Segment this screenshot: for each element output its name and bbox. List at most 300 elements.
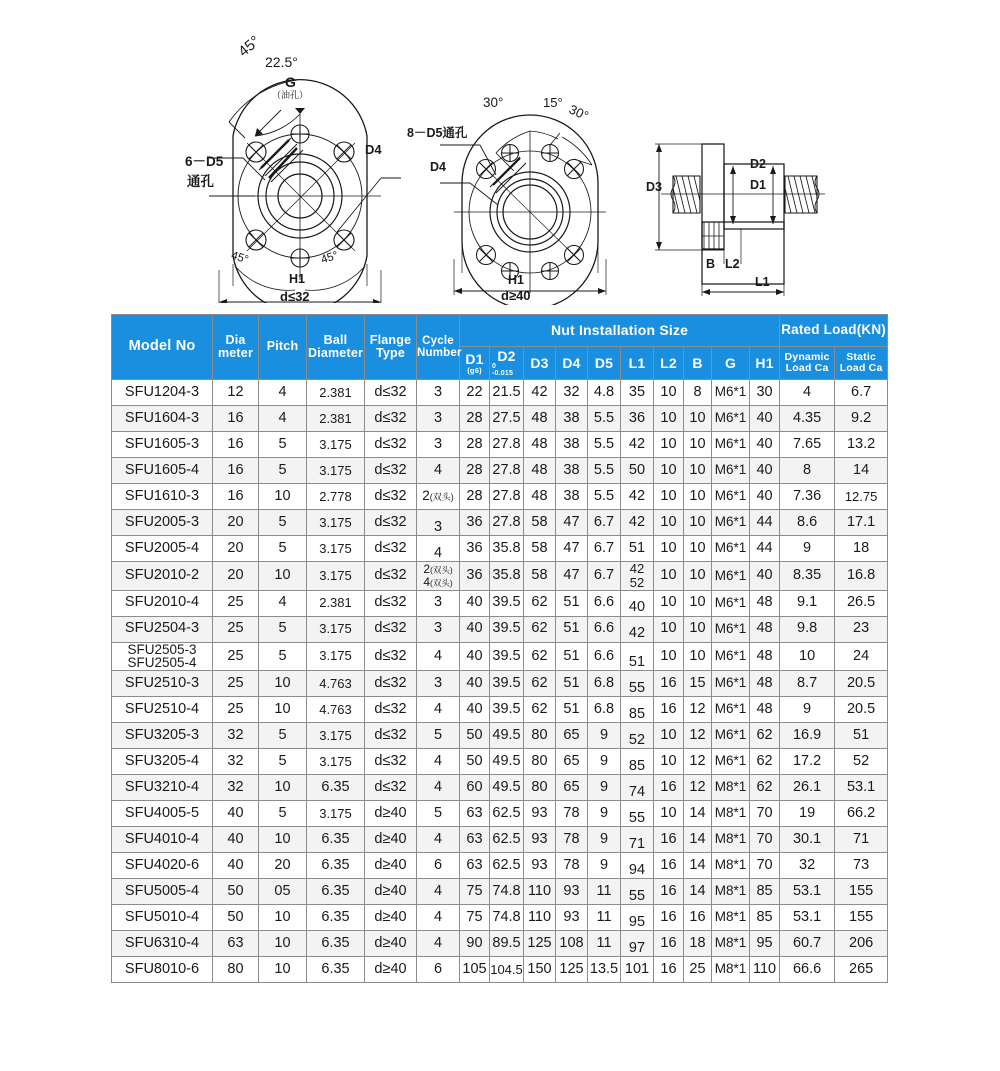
cell-pitch: 4 [259,380,307,406]
cell-d4: 78 [556,853,588,879]
header-d2 [490,347,524,380]
cell-g: M6*1 [712,616,750,642]
cell-flange: d≤32 [365,536,417,562]
cell-dia: 20 [213,536,259,562]
cell-l1: 42 [621,432,654,458]
cell-d4: 65 [556,749,588,775]
cell-l1: 50 [621,458,654,484]
cell-pitch: 10 [259,484,307,510]
cell-cycle: 4 [417,642,460,671]
cell-d2: 62.5 [490,853,524,879]
h1-label-large: H1 [508,273,524,287]
cell-d5: 9 [588,853,621,879]
table-row [112,484,888,510]
cell-model-no: SFU1204-3 [112,380,213,406]
cell-d2: 35.8 [490,536,524,562]
cell-cycle: 5 [417,801,460,827]
cell-dyn: 8.35 [780,562,835,591]
table-header [112,315,888,380]
cell-d2: 27.8 [490,484,524,510]
cell-pitch: 10 [259,671,307,697]
cell-d3: 80 [524,723,556,749]
table-row [112,616,888,642]
cell-flange: d≥40 [365,957,417,983]
cell-g: M6*1 [712,642,750,671]
cell-sta: 17.1 [835,510,888,536]
cell-d1: 40 [460,697,490,723]
table-row [112,775,888,801]
header-diameter-line1: Dia [225,332,246,347]
cell-model-no: SFU1610-3 [112,484,213,510]
cell-d4: 93 [556,905,588,931]
cell-b: 12 [684,775,712,801]
cell-ball: 6.35 [307,905,365,931]
cell-l2: 10 [654,749,684,775]
table-row [112,671,888,697]
cell-dyn: 9 [780,536,835,562]
table-row [112,697,888,723]
table-row [112,458,888,484]
cell-d2: 27.5 [490,406,524,432]
cell-d4: 47 [556,510,588,536]
cell-l2: 16 [654,827,684,853]
cell-model-no: SFU6310-4 [112,931,213,957]
cell-ball: 3.175 [307,723,365,749]
cell-flange: d≤32 [365,697,417,723]
cell-flange: d≤32 [365,380,417,406]
cell-g: M8*1 [712,905,750,931]
cell-flange: d≤32 [365,406,417,432]
cell-model-no: SFU4010-4 [112,827,213,853]
cell-d5: 5.5 [588,406,621,432]
table-row [112,562,888,591]
cell-l1: 36 [621,406,654,432]
cell-d3: 93 [524,827,556,853]
cell-d2: 39.5 [490,671,524,697]
cell-d2: 27.8 [490,458,524,484]
cell-h1: 40 [750,562,780,591]
cell-ball: 3.175 [307,642,365,671]
table-row [112,432,888,458]
cell-cycle: 4 [417,775,460,801]
header-cycle-number [417,315,460,380]
cell-d5: 6.7 [588,510,621,536]
holes-6-d5-note-label: 通孔 [187,174,214,189]
cell-model-no: SFU1605-4 [112,458,213,484]
table-row [112,749,888,775]
d4-label-small: D4 [365,142,382,157]
cell-d1: 50 [460,749,490,775]
cell-d3: 58 [524,510,556,536]
header-b: B [684,347,712,380]
cell-l1: 97 [621,931,654,957]
cell-d2: 49.5 [490,749,524,775]
cell-d1: 28 [460,432,490,458]
cell-model-no: SFU2510-3 [112,671,213,697]
cell-flange: d≥40 [365,827,417,853]
cell-d4: 38 [556,484,588,510]
cell-ball: 6.35 [307,879,365,905]
cell-h1: 48 [750,642,780,671]
angle-45-top-label: 45° [235,32,264,61]
cell-dyn: 8.7 [780,671,835,697]
cell-flange: d≤32 [365,671,417,697]
cell-g: M8*1 [712,879,750,905]
cell-d3: 62 [524,590,556,616]
cell-sta: 206 [835,931,888,957]
l1-label: L1 [755,275,770,289]
dia-note-small: d≤32 [280,289,310,304]
cell-l2: 10 [654,432,684,458]
cell-model-no: SFU2010-4 [112,590,213,616]
cell-h1: 48 [750,590,780,616]
cell-d3: 62 [524,616,556,642]
cell-g: M6*1 [712,749,750,775]
cell-b: 12 [684,697,712,723]
cell-l1: 42 [621,510,654,536]
cell-sta: 24 [835,642,888,671]
d2-label: D2 [750,157,766,171]
cell-d4: 108 [556,931,588,957]
cell-d5: 4.8 [588,380,621,406]
cell-cycle: 4 [417,536,460,562]
cell-b: 18 [684,931,712,957]
table-row [112,406,888,432]
cell-l2: 10 [654,590,684,616]
header-d1-text: D1 [465,350,484,367]
cell-cycle: 3 [417,380,460,406]
cell-model-no: SFU4005-5 [112,801,213,827]
cell-l1: 94 [621,853,654,879]
cell-d4: 65 [556,775,588,801]
cell-b: 10 [684,432,712,458]
cell-ball: 6.35 [307,957,365,983]
cell-sta: 13.2 [835,432,888,458]
cell-sta: 26.5 [835,590,888,616]
header-rated-load: Rated Load(KN) [780,315,888,347]
cell-sta: 6.7 [835,380,888,406]
cell-l1: 51 [621,642,654,671]
cell-l1: 55 [621,801,654,827]
cell-dyn: 26.1 [780,775,835,801]
cell-d5: 13.5 [588,957,621,983]
cell-flange: d≥40 [365,801,417,827]
cell-model-no: SFU8010-6 [112,957,213,983]
header-g: G [712,347,750,380]
cell-sta: 23 [835,616,888,642]
header-d2-text: D2 [497,347,516,364]
cell-dyn: 9.8 [780,616,835,642]
cell-l2: 16 [654,879,684,905]
cell-sta: 20.5 [835,671,888,697]
cell-d2: 39.5 [490,697,524,723]
cell-g: M6*1 [712,510,750,536]
cell-d4: 32 [556,380,588,406]
cell-dia: 16 [213,406,259,432]
cell-sta: 52 [835,749,888,775]
cell-d4: 78 [556,827,588,853]
cell-l2: 10 [654,616,684,642]
cell-dyn: 16.9 [780,723,835,749]
d4-label-large: D4 [430,160,446,174]
cell-g: M6*1 [712,406,750,432]
cell-g: M6*1 [712,671,750,697]
cell-l2: 16 [654,957,684,983]
header-model-no: Model No [112,315,213,380]
cell-d3: 62 [524,671,556,697]
cell-b: 12 [684,749,712,775]
cell-d2: 89.5 [490,931,524,957]
cell-d3: 48 [524,406,556,432]
cell-ball: 3.175 [307,510,365,536]
cell-h1: 70 [750,827,780,853]
cell-h1: 85 [750,905,780,931]
cell-d3: 110 [524,879,556,905]
cell-b: 12 [684,723,712,749]
cell-g: M6*1 [712,536,750,562]
cell-l2: 10 [654,380,684,406]
grease-port-label: G [285,74,296,90]
header-ball-line2: Diameter [307,346,364,360]
cell-b: 16 [684,905,712,931]
cell-pitch: 10 [259,931,307,957]
table-row [112,879,888,905]
cell-dyn: 30.1 [780,827,835,853]
cell-d2: 74.8 [490,905,524,931]
cell-cycle: 3 [417,671,460,697]
cell-d2: 49.5 [490,723,524,749]
cell-d4: 47 [556,536,588,562]
cell-b: 10 [684,484,712,510]
cell-pitch: 5 [259,510,307,536]
header-static-line2: Load Ca [839,362,883,374]
cell-dyn: 7.36 [780,484,835,510]
cell-l1: 85 [621,697,654,723]
cell-l2: 10 [654,484,684,510]
cell-l1: 55 [621,879,654,905]
cell-g: M6*1 [712,697,750,723]
cell-pitch: 10 [259,827,307,853]
cell-d5: 9 [588,749,621,775]
cell-g: M6*1 [712,380,750,406]
cell-pitch: 5 [259,749,307,775]
cell-l1: 51 [621,536,654,562]
cell-d5: 6.6 [588,642,621,671]
cell-dia: 40 [213,827,259,853]
cell-cycle: 4 [417,827,460,853]
cell-model-no: SFU2505-3 SFU2505-4 [112,642,213,671]
table-row [112,931,888,957]
cell-ball: 6.35 [307,853,365,879]
cell-d5: 6.6 [588,616,621,642]
cell-d1: 28 [460,484,490,510]
cell-l2: 10 [654,562,684,591]
cell-d2: 35.8 [490,562,524,591]
cell-ball: 3.175 [307,536,365,562]
cell-flange: d≤32 [365,510,417,536]
angle-15-label: 15° [543,95,563,110]
cell-h1: 44 [750,536,780,562]
cell-model-no: SFU2010-2 [112,562,213,591]
cell-pitch: 4 [259,590,307,616]
cell-g: M6*1 [712,458,750,484]
cell-d4: 78 [556,801,588,827]
cell-flange: d≤32 [365,590,417,616]
h1-label-small: H1 [289,272,305,286]
cell-dia: 16 [213,458,259,484]
cell-model-no: SFU5005-4 [112,879,213,905]
cell-d2: 104.5 [490,957,524,983]
cell-d5: 5.5 [588,458,621,484]
cell-b: 14 [684,827,712,853]
table-row [112,590,888,616]
cell-dia: 20 [213,510,259,536]
cell-h1: 95 [750,931,780,957]
cell-d5: 9 [588,801,621,827]
cell-h1: 85 [750,879,780,905]
cell-d1: 36 [460,510,490,536]
cell-d1: 63 [460,801,490,827]
cell-d5: 5.5 [588,432,621,458]
cell-d3: 80 [524,749,556,775]
cell-d4: 93 [556,879,588,905]
cell-sta: 265 [835,957,888,983]
table-row [112,801,888,827]
dia-note-large: d≥40 [501,288,531,303]
cell-l2: 16 [654,697,684,723]
cell-cycle: 4 [417,749,460,775]
table-row [112,723,888,749]
cell-ball: 3.175 [307,616,365,642]
l2-label: L2 [725,257,740,271]
cell-model-no: SFU2005-3 [112,510,213,536]
table-row [112,510,888,536]
cell-flange: d≤32 [365,642,417,671]
cell-l2: 16 [654,671,684,697]
cell-flange: d≤32 [365,749,417,775]
cell-model-no: SFU1604-3 [112,406,213,432]
cell-l1: 55 [621,671,654,697]
table-row [112,853,888,879]
angle-30-left-label: 30° [483,95,504,110]
cell-d4: 65 [556,723,588,749]
cell-l1: 95 [621,905,654,931]
cell-sta: 51 [835,723,888,749]
cell-d4: 38 [556,406,588,432]
cell-sta: 16.8 [835,562,888,591]
cell-d3: 150 [524,957,556,983]
cell-d2: 62.5 [490,801,524,827]
holes-6-d5-label: 6－D5 [185,154,224,169]
header-diameter-line2: meter [217,346,254,360]
cell-ball: 2.381 [307,380,365,406]
cell-ball: 4.763 [307,671,365,697]
cell-d1: 36 [460,536,490,562]
cell-d3: 48 [524,484,556,510]
angle-45-right-label: 45° [319,249,340,267]
cell-h1: 62 [750,723,780,749]
cell-l1: 52 [621,723,654,749]
cell-sta: 155 [835,879,888,905]
cell-dyn: 10 [780,642,835,671]
cell-dia: 25 [213,671,259,697]
cell-d2: 27.8 [490,510,524,536]
cell-h1: 44 [750,510,780,536]
cell-d4: 51 [556,671,588,697]
cell-dia: 40 [213,801,259,827]
cell-l1: 74 [621,775,654,801]
angle-45-left-label: 45° [229,249,250,267]
cell-model-no: SFU1605-3 [112,432,213,458]
header-flange-line2: Type [375,346,406,360]
cell-dyn: 19 [780,801,835,827]
cell-pitch: 10 [259,775,307,801]
header-d1 [460,347,490,380]
cell-l2: 10 [654,510,684,536]
cell-dyn: 9 [780,697,835,723]
cell-sta: 14 [835,458,888,484]
cell-dia: 63 [213,931,259,957]
cell-g: M8*1 [712,827,750,853]
table-row [112,957,888,983]
cell-pitch: 5 [259,723,307,749]
cell-b: 10 [684,536,712,562]
cell-flange: d≤32 [365,458,417,484]
cell-d1: 40 [460,590,490,616]
cell-sta: 71 [835,827,888,853]
cell-g: M8*1 [712,957,750,983]
cell-cycle: 6 [417,957,460,983]
cell-pitch: 10 [259,905,307,931]
cell-d3: 42 [524,380,556,406]
cell-dia: 50 [213,905,259,931]
cell-d4: 125 [556,957,588,983]
cell-b: 14 [684,879,712,905]
cell-pitch: 5 [259,616,307,642]
cell-dia: 25 [213,590,259,616]
cell-dyn: 66.6 [780,957,835,983]
cell-g: M6*1 [712,723,750,749]
cell-d5: 9 [588,827,621,853]
cell-dyn: 8 [780,458,835,484]
header-d1-tolerance: (g6) [467,365,482,375]
cell-h1: 110 [750,957,780,983]
cell-d4: 51 [556,697,588,723]
cell-d5: 6.7 [588,536,621,562]
cell-d3: 93 [524,853,556,879]
cell-dia: 32 [213,775,259,801]
cell-ball: 4.763 [307,697,365,723]
cell-d2: 39.5 [490,590,524,616]
cell-d3: 48 [524,458,556,484]
cell-l2: 10 [654,723,684,749]
cell-model-no: SFU2005-4 [112,536,213,562]
cell-pitch: 5 [259,642,307,671]
cell-d1: 105 [460,957,490,983]
cell-b: 25 [684,957,712,983]
cell-l2: 10 [654,642,684,671]
cell-g: M6*1 [712,432,750,458]
table-row [112,905,888,931]
cell-d3: 62 [524,642,556,671]
cell-ball: 2.381 [307,406,365,432]
cell-ball: 6.35 [307,827,365,853]
cell-d3: 62 [524,697,556,723]
cell-pitch: 4 [259,406,307,432]
cell-l1: 42 [621,616,654,642]
cell-d2: 21.5 [490,380,524,406]
cell-dia: 25 [213,642,259,671]
